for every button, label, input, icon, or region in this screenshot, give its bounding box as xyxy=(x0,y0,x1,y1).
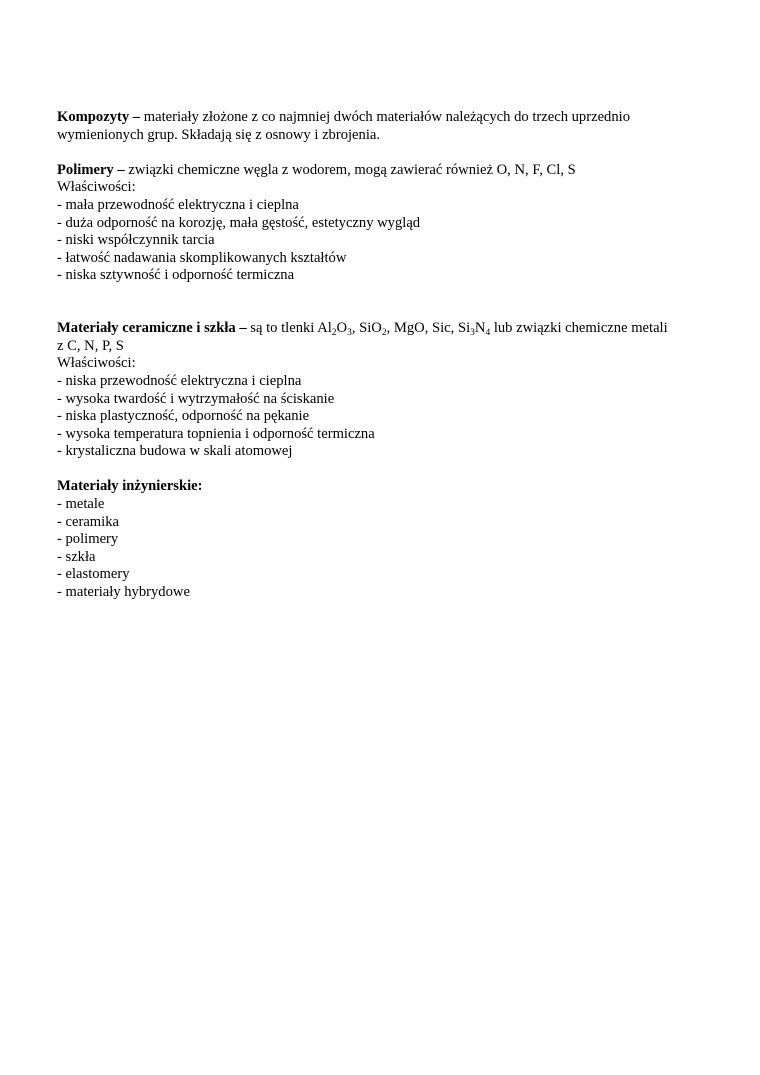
ceramika-def-p4: , MgO, Sic, Si xyxy=(386,320,471,337)
section-inzynierskie xyxy=(57,478,707,601)
kompozyty-paragraph-line1 xyxy=(57,109,707,127)
ceramika-definition-line2: z C, N, P, S xyxy=(57,337,124,354)
kompozyty-definition-line2: wymienionych grup. Składają się z osnowy i zbrojenia. xyxy=(57,126,381,143)
polimery-term: Polimery – xyxy=(57,161,125,178)
section-polimery xyxy=(57,162,707,285)
list-item: - krystaliczna budowa w skali atomowej xyxy=(57,443,293,460)
list-item: - niska sztywność i odporność termiczna xyxy=(57,267,295,284)
list-item: - ceramika xyxy=(57,513,119,530)
ceramika-def-p6: lub związki chemiczne metali xyxy=(490,320,668,337)
ceramika-sub-1: 2 xyxy=(331,328,337,339)
list-item: - niska plastyczność, odporność na pękanie xyxy=(57,408,310,425)
kompozyty-term: Kompozyty – xyxy=(57,109,141,125)
list-item: - metale xyxy=(57,496,105,513)
list-item: - duża odporność na korozję, mała gęstość, estetyczny wygląd xyxy=(57,214,421,231)
list-item: - niska przewodność elektryczna i cieplna xyxy=(57,372,302,389)
ceramika-term: Materiały ceramiczne i szkła – xyxy=(57,320,247,337)
ceramika-sub-3: 2 xyxy=(381,328,387,339)
section-ceramika xyxy=(57,320,707,461)
list-item: - niski współczynnik tarcia xyxy=(57,232,215,249)
list-item: - elastomery xyxy=(57,566,130,583)
list-item: - polimery xyxy=(57,531,119,548)
ceramika-sub-4: 3 xyxy=(470,328,475,339)
kompozyty-definition: materiały złożone z co najmniej dwóch materiałów należących do trzech uprzednio xyxy=(140,109,630,125)
polimery-definition: związki chemiczne węgla z wodorem, mogą zawierać również O, N, F, Cl, S xyxy=(124,161,576,178)
list-item: - szkła xyxy=(57,548,96,565)
polimery-properties-heading: Właściwości: xyxy=(57,179,136,196)
ceramika-def-p3: , SiO xyxy=(351,320,382,337)
section-kompozyty xyxy=(57,109,707,144)
polimery-paragraph xyxy=(57,162,707,180)
ceramika-def-p5: N xyxy=(474,320,486,337)
ceramika-properties-heading: Właściwości: xyxy=(57,355,136,372)
ceramika-paragraph xyxy=(57,320,707,338)
ceramika-sub-2: 3 xyxy=(347,328,352,339)
list-item: - wysoka temperatura topnienia i odporność termiczna xyxy=(57,425,375,442)
list-item: - mała przewodność elektryczna i cieplna xyxy=(57,196,299,213)
list-item: - łatwość nadawania skomplikowanych kształtów xyxy=(57,249,347,266)
list-item: - wysoka twardość i wytrzymałość na ściskanie xyxy=(57,390,335,407)
ceramika-def-p2: O xyxy=(336,320,348,337)
inzynierskie-heading: Materiały inżynierskie: xyxy=(57,478,203,495)
list-item: - materiały hybrydowe xyxy=(57,584,190,601)
document-page xyxy=(57,109,707,602)
ceramika-def-p1: są to tlenki Al xyxy=(246,320,332,337)
ceramika-sub-5: 4 xyxy=(485,328,491,339)
